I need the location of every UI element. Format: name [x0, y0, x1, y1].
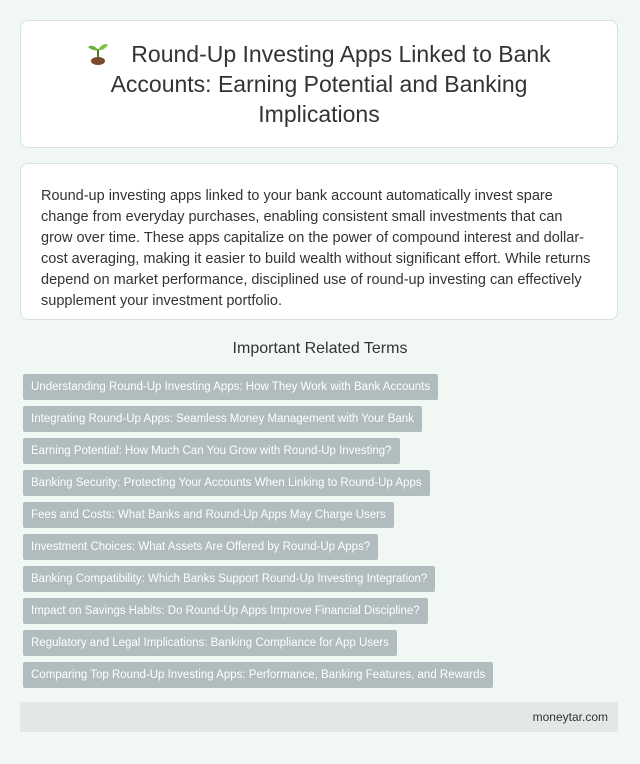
related-term-link[interactable]: Regulatory and Legal Implications: Banking Compliance for App Users — [23, 630, 397, 656]
sprout-icon — [87, 41, 109, 65]
related-term-link[interactable]: Understanding Round-Up Investing Apps: How They Work with Bank Accounts — [23, 374, 438, 400]
title-card — [20, 20, 618, 148]
related-term-link[interactable]: Integrating Round-Up Apps: Seamless Money Management with Your Bank — [23, 406, 422, 432]
page-title — [61, 39, 577, 129]
related-term-link[interactable]: Impact on Savings Habits: Do Round-Up Apps Improve Financial Discipline? — [23, 598, 428, 624]
related-terms-list — [23, 374, 493, 694]
description-card — [20, 163, 618, 320]
related-term-link[interactable]: Banking Compatibility: Which Banks Support Round-Up Investing Integration? — [23, 566, 435, 592]
title-text: Round-Up Investing Apps Linked to Bank Accounts: Earning Potential and Banking Implications — [110, 41, 551, 127]
footer — [20, 702, 618, 732]
related-term-link[interactable]: Investment Choices: What Assets Are Offered by Round-Up Apps? — [23, 534, 378, 560]
site-link[interactable]: moneytar.com — [532, 710, 608, 724]
related-term-link[interactable]: Banking Security: Protecting Your Accounts When Linking to Round-Up Apps — [23, 470, 430, 496]
related-term-link[interactable]: Earning Potential: How Much Can You Grow with Round-Up Investing? — [23, 438, 400, 464]
related-terms-heading: Important Related Terms — [232, 340, 408, 357]
related-term-link[interactable]: Fees and Costs: What Banks and Round-Up Apps May Charge Users — [23, 502, 394, 528]
description-text: Round-up investing apps linked to your bank account automatically invest spare change from everyday purchases, enabling consistent small investments that can grow over time. These apps capitalize on the power of compound interest and dollar-cost averaging, making it easier to build wealth without significant effort. While returns depend on market performance, disciplined use of round-up investing can effectively supplement your investment portfolio. — [41, 188, 591, 309]
related-term-link[interactable]: Comparing Top Round-Up Investing Apps: Performance, Banking Features, and Rewards — [23, 662, 493, 688]
